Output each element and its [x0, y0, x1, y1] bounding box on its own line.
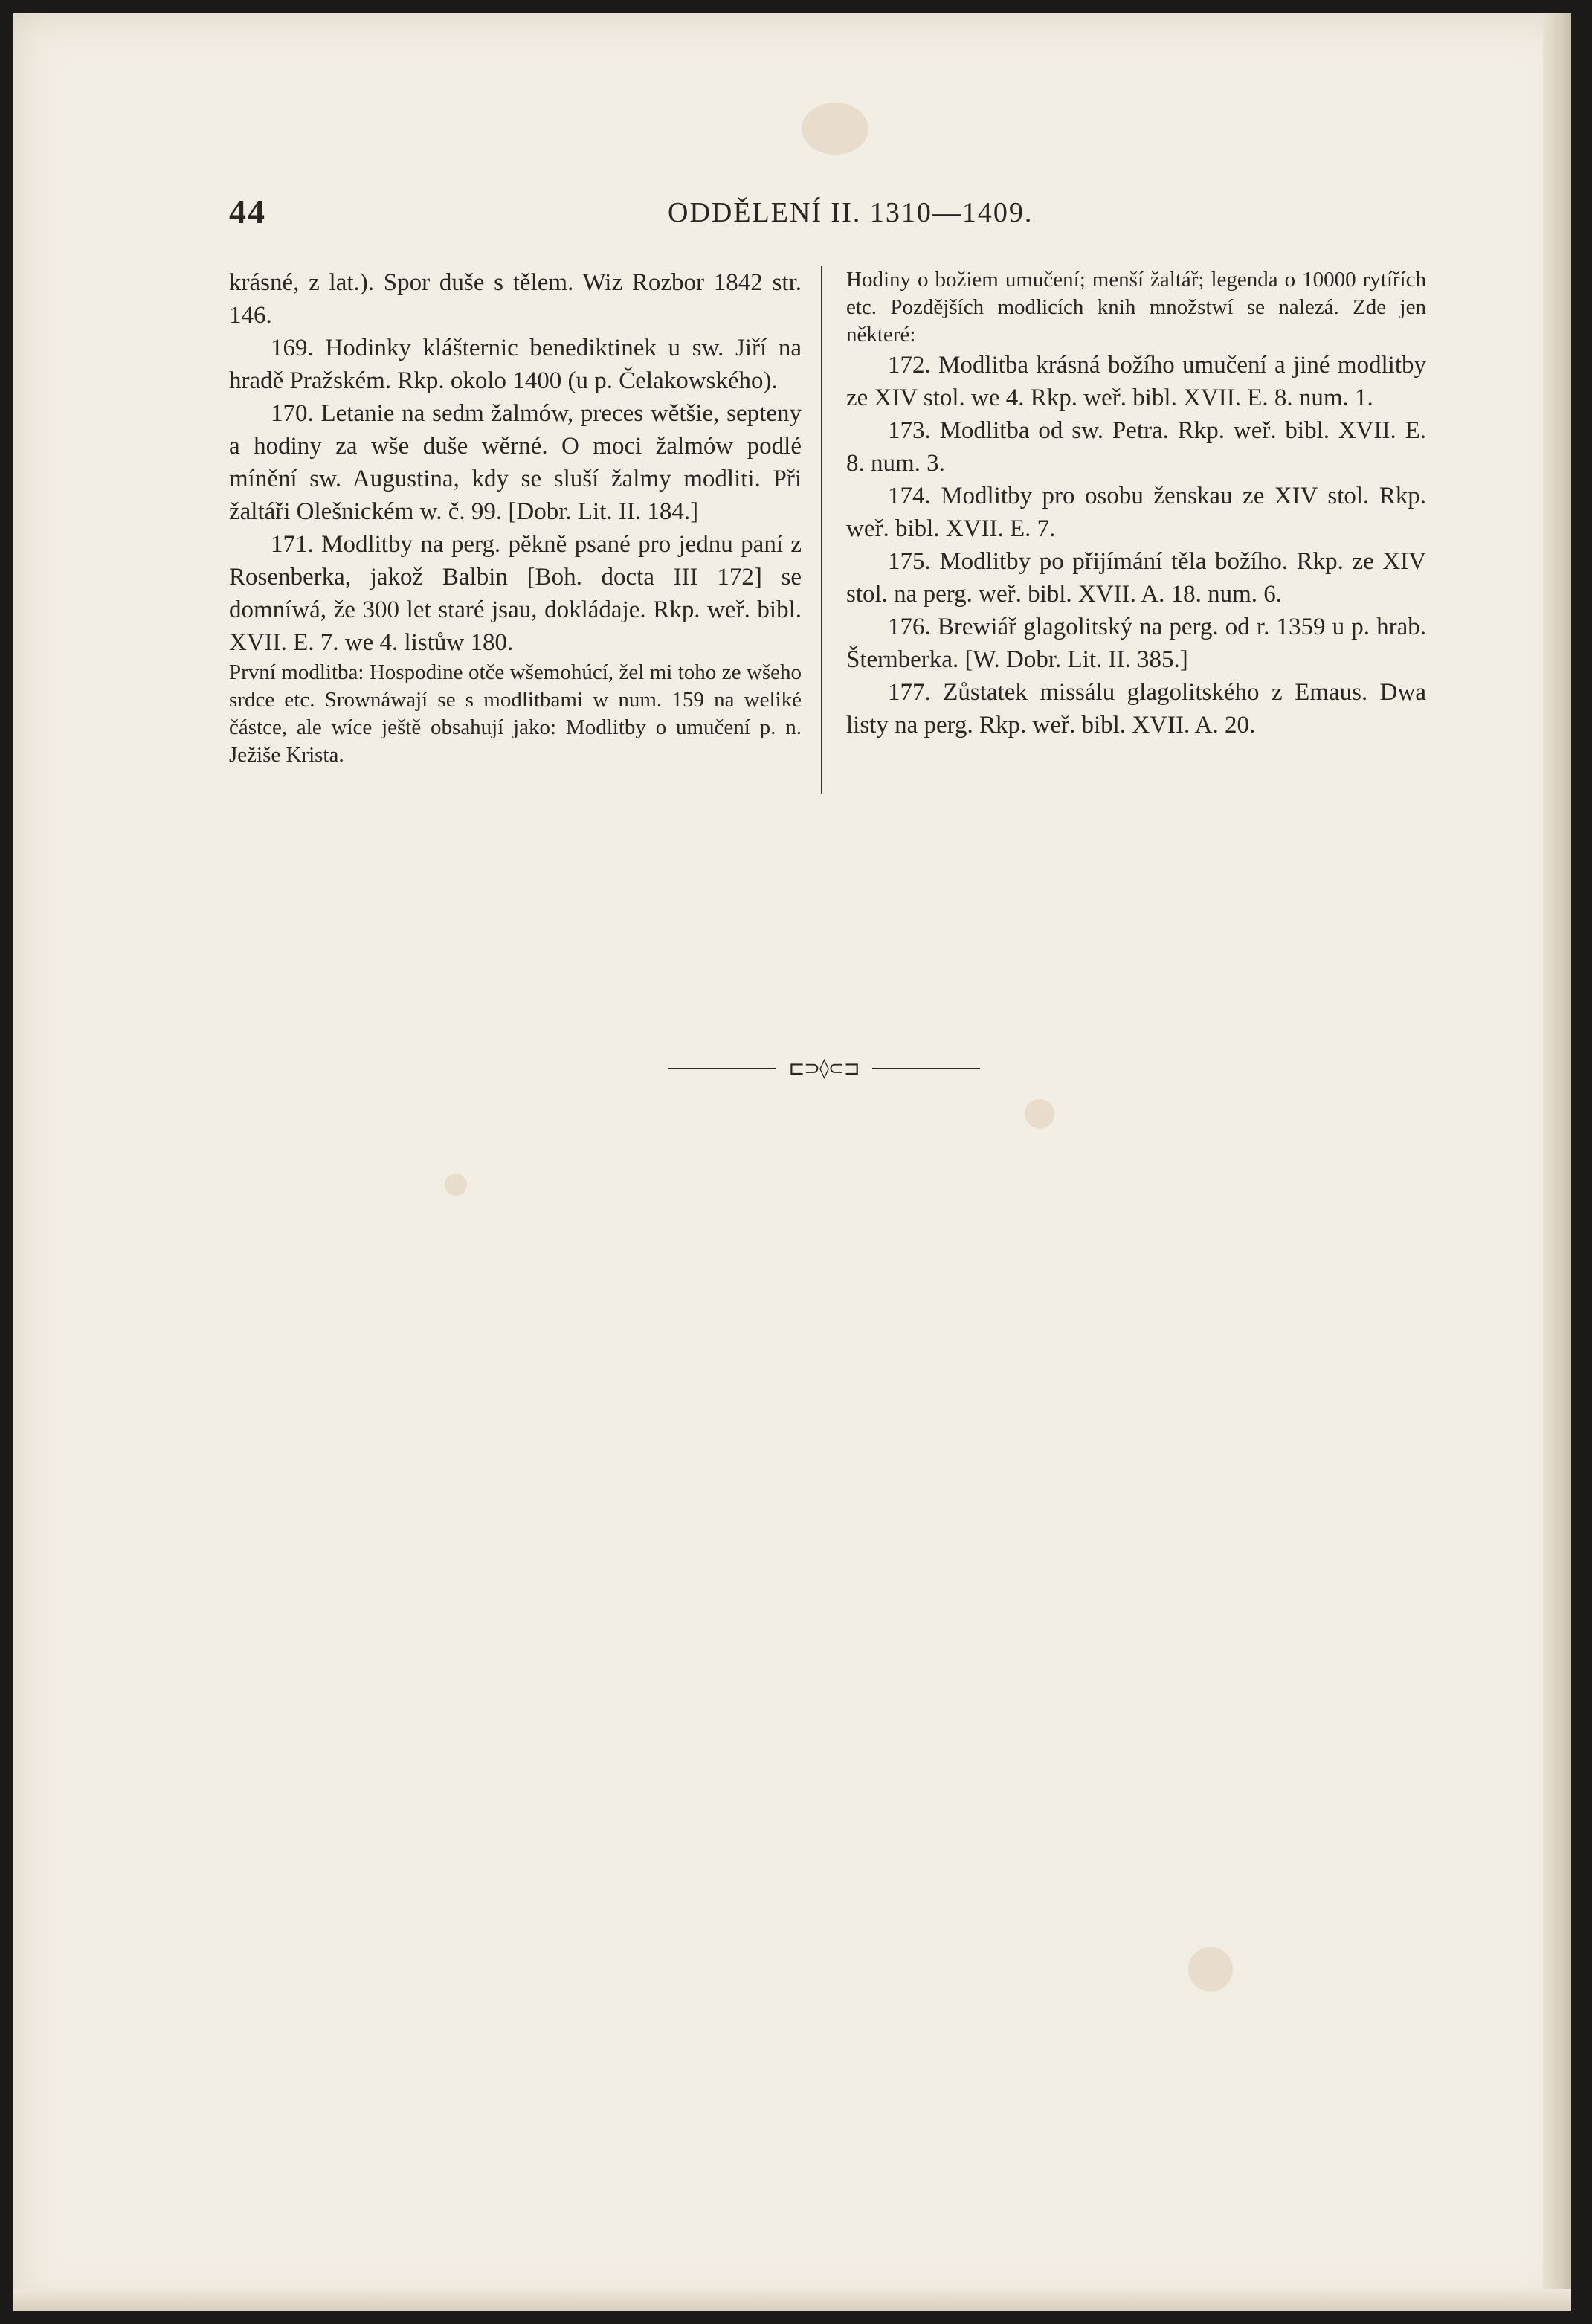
entry-169: 169. Hodinky klášternic benediktinek u sw. Jiří na hradě Pražském. Rkp. okolo 1400 (u p. Čelakowského). [229, 335, 802, 394]
entry-171-continuation: První modlitba: Hospodine otče wšemohúcí, žel mi toho ze wšeho srdce etc. Srownáwají se s modlitbami w num. 159 na weliké částce, ale wíce ještě obsahují jako: Modlitby o umučení p. n. Ježiše Krista. [229, 660, 802, 767]
paper-stain [1188, 1947, 1233, 1992]
entry-176: 176. Brewiář glagolitský na perg. od r. 1359 u p. hrab. Šternberka. [W. Dobr. Lit. II. 385.] [846, 614, 1426, 673]
book-page [13, 13, 1571, 2311]
column-divider [821, 266, 822, 794]
entry-174: 174. Modlitby pro osobu ženskau ze XIV stol. Rkp. weř. bibl. XVII. E. 7. [846, 483, 1426, 542]
ornament-glyphs: ⊏⊃◊⊂⊐ [788, 1058, 860, 1080]
ornament-line-right [872, 1068, 980, 1069]
ornament-line-left [668, 1068, 776, 1069]
running-head: ODDĚLENÍ II. 1310—1409. [668, 197, 1034, 228]
page-header [229, 192, 1426, 236]
paper-stain [445, 1174, 467, 1196]
section-end-ornament [668, 1058, 980, 1080]
entry-175: 175. Modlitby po přijímání těla božího. Rkp. ze XIV stol. na perg. weř. bibl. XVII. A. 18. num. 6. [846, 548, 1426, 608]
paper-stain [802, 103, 868, 155]
page-number: 44 [229, 193, 266, 231]
left-paragraph-1: krásné, z lat.). Spor duše s tělem. Wiz Rozbor 1842 str. 146. [229, 269, 802, 329]
entry-173: 173. Modlitba od sw. Petra. Rkp. weř. bibl. XVII. E. 8. num. 3. [846, 417, 1426, 477]
page-edge-shadow [1543, 13, 1571, 2311]
entry-177: 177. Zůstatek missálu glagolitského z Emaus. Dwa listy na perg. Rkp. weř. bibl. XVII. A. 20. [846, 679, 1426, 738]
page-bottom-edge [13, 2289, 1571, 2311]
right-paragraph-1: Hodiny o božiem umučení; menší žaltář; legenda o 10000 rytířích etc. Pozdějších modlicích knih množstwí se nalezá. Zde jen některé: [846, 268, 1426, 347]
paper-stain [1025, 1099, 1054, 1129]
entry-170: 170. Letanie na sedm žalmów, preces wětšie, septeny a hodiny za wše duše wěrné. O moci žalmów podlé mínění sw. Augustina, kdy se sluší žalmy modliti. Při žaltáři Olešnickém w. č. 99. [Dobr. Lit. II. 184.] [229, 400, 802, 525]
entry-172: 172. Modlitba krásná božího umučení a jiné modlitby ze XIV stol. we 4. Rkp. weř. bibl. XVII. E. 8. num. 1. [846, 352, 1426, 411]
left-column [229, 266, 802, 769]
right-column [846, 266, 1426, 741]
entry-171: 171. Modlitby na perg. pěkně psané pro jednu paní z Rosenberka, jakož Balbin [Boh. docta III 172] se domníwá, že 300 let staré jsau, dokládaje. Rkp. weř. bibl. XVII. E. 7. we 4. listůw 180. [229, 531, 802, 656]
